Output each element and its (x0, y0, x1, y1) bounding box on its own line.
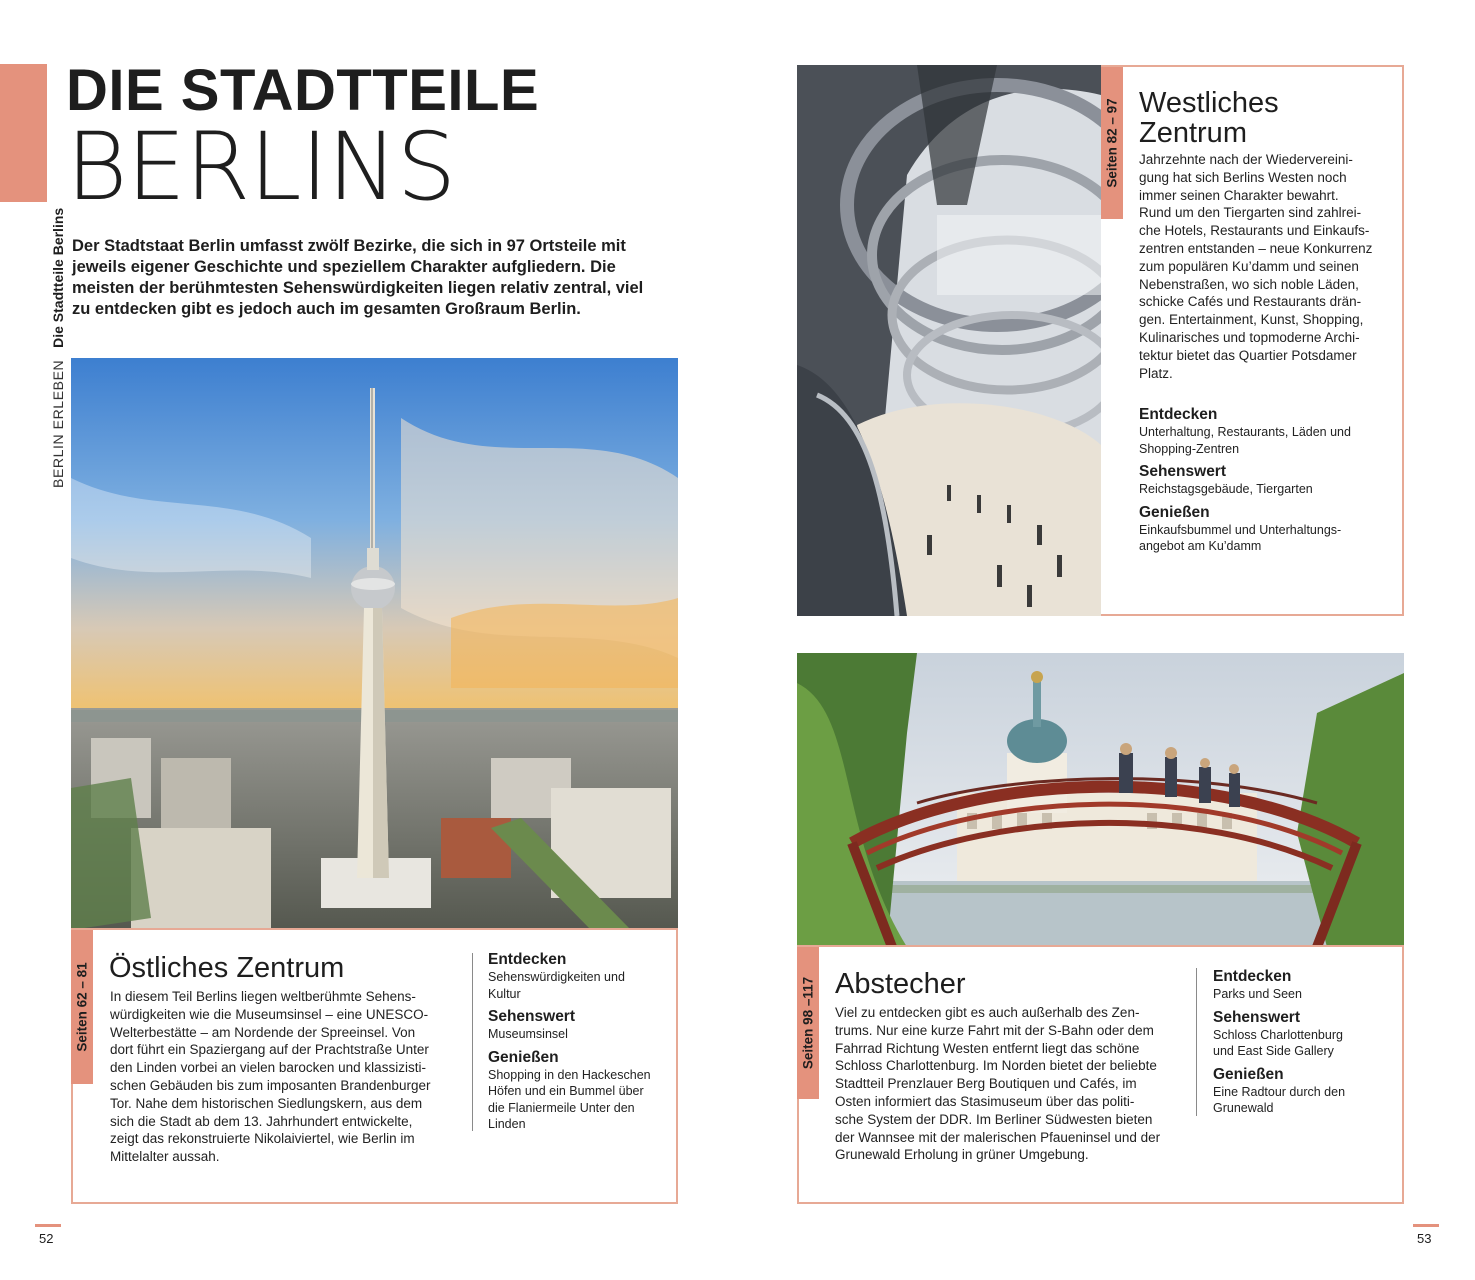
body-line: Osten informiert das Stasimuseum über das politi- (835, 1093, 1135, 1109)
fact-line: Parks und Seen (1213, 987, 1302, 1001)
section-title-ost: Östliches Zentrum (109, 952, 345, 984)
fact-line: und East Side Gallery (1213, 1044, 1334, 1058)
page-title-line1: DIE STADTTEILE (66, 58, 540, 123)
body-line: Rund um den Tiergarten sind zahlrei- (1139, 205, 1362, 221)
body-line: Fahrrad Richtung Westen entfernt liegt das schöne (835, 1040, 1140, 1056)
page-range-tab-west (1101, 67, 1123, 219)
body-line: Viel zu entdecken gibt es auch außerhalb des Zen- (835, 1005, 1140, 1020)
fact-line: Linden (488, 1117, 526, 1131)
body-line: Jahrzehnte nach der Wiedervereini- (1139, 152, 1353, 167)
body-line: schen Gebäuden bis zum imposanten Brandenburger (110, 1077, 431, 1093)
fact-line: Kultur (488, 986, 521, 1001)
fact-line: Reichstagsgebäude, Tiergarten (1139, 482, 1313, 496)
facts-west (1139, 406, 1394, 561)
fact-line: Grunewald (1213, 1101, 1274, 1115)
fact-heading: Sehenswert (1213, 1008, 1301, 1026)
fact-heading: Entdecken (488, 951, 567, 968)
body-line: Schloss Charlottenburg. Im Norden bietet der beliebte (835, 1058, 1157, 1074)
fact-line: Einkaufsbummel und Unterhaltungs- (1139, 522, 1342, 537)
intro-paragraph: Der Stadtstaat Berlin umfasst zwölf Bezirke, die sich in 97 Ortsteile mit jeweils eigener Geschichte und speziellem Charakter aufgliedern. Die meisten der berühmtesten Sehenswürdigkeiten liegen relativ zentral, viel zu entdecken gibt es jedoch auch im gesamten Großraum Berlin. (72, 237, 644, 318)
fact-line: Eine Radtour durch den (1213, 1084, 1346, 1099)
body-line: tektur bietet das Quartier Potsdamer (1139, 347, 1357, 363)
body-line: immer seinen Charakter bewahrt. (1139, 187, 1339, 203)
fact-line: Schloss Charlottenburg (1213, 1027, 1343, 1042)
page-range-abstecher: Seiten 98 –117 (800, 976, 816, 1070)
page-number-right: 53 (1417, 1231, 1432, 1246)
fact-line: Museumsinsel (488, 1027, 568, 1041)
fact-line: Höfen und ein Bummel über (488, 1084, 644, 1098)
fact-text (488, 1026, 668, 1043)
section-title-west (1139, 88, 1279, 148)
running-header-chapter: Die Stadtteile Berlins (50, 207, 66, 348)
section-body-abstecher (835, 1004, 1190, 1164)
section-body-west (1139, 151, 1394, 382)
section-body-ost (110, 988, 465, 1166)
accent-bar (0, 64, 47, 202)
title-line: Zentrum (1139, 117, 1247, 149)
body-line: che Hotels, Restaurants und Einkaufs- (1139, 223, 1370, 239)
fact-heading: Genießen (1139, 503, 1210, 521)
fact-heading: Sehenswert (1139, 463, 1227, 480)
page-range-tab-ost (71, 930, 93, 1084)
body-line: zentren entstanden – neue Konkurrenz (1139, 240, 1373, 256)
tv-tower-photo (71, 358, 678, 930)
fact-line: Shopping-Zentren (1139, 441, 1240, 456)
title-line: Westliches (1139, 87, 1279, 119)
fact-text (1139, 424, 1394, 457)
fact-line: angebot am Ku’damm (1139, 539, 1262, 553)
fact-text (1213, 1084, 1393, 1117)
body-line: Mittelalter aussah. (110, 1149, 220, 1165)
body-line: gung hat sich Berlins Westen noch (1139, 169, 1347, 185)
fact-line: die Flaniermeile Unter den (488, 1100, 635, 1115)
body-line: Grunewald Erholung in grüner Umgebung. (835, 1147, 1089, 1163)
fact-heading: Genießen (488, 1048, 559, 1066)
fact-text (1213, 986, 1393, 1003)
charlottenburg-bridge-photo (797, 653, 1404, 947)
body-line: zum populären Ku’damm und seinen (1139, 258, 1359, 274)
body-line: dort führt ein Spaziergang auf der Prachtstraße Unter (110, 1042, 429, 1058)
facts-ost (488, 951, 668, 1139)
section-title-abstecher: Abstecher (835, 968, 966, 1000)
body-line: gen. Entertainment, Kunst, Shopping, (1139, 312, 1364, 328)
body-line: Platz. (1139, 365, 1173, 381)
body-line: sich die Stadt ab dem 13. Jahrhundert entwickelte, (110, 1113, 413, 1129)
page-number-left: 52 (39, 1231, 54, 1246)
body-line: sche System der DDR. Im Berliner Südwesten bieten (835, 1111, 1153, 1127)
fact-heading: Entdecken (1139, 406, 1218, 423)
fact-line: Shopping in den Hackeschen (488, 1067, 651, 1082)
facts-abstecher (1213, 968, 1393, 1123)
fact-heading: Entdecken (1213, 968, 1292, 985)
page-number-bar-left (35, 1224, 61, 1227)
body-line: Welterbestätte – am Nordende der Spreeinsel. Von (110, 1024, 416, 1040)
fact-line: Sehenswürdigkeiten und (488, 970, 625, 984)
page-title-line2: BERLINS (66, 113, 456, 222)
body-line: schicke Cafés und Restaurants drän- (1139, 294, 1362, 310)
page-number-bar-right (1413, 1224, 1439, 1227)
fact-text (1213, 1027, 1393, 1060)
body-line: zeigt das rekonstruierte Nikolaiviertel, wie Berlin im (110, 1131, 415, 1147)
body-line: würdigkeiten wie die Museumsinsel – eine UNESCO- (110, 1006, 429, 1022)
fact-text (1139, 481, 1394, 498)
body-line: der Wannsee mit der malerischen Pfaueninsel und der (835, 1129, 1161, 1145)
fact-text (488, 969, 668, 1002)
facts-divider-abstecher (1196, 968, 1197, 1116)
running-header-section: BERLIN ERLEBEN (50, 359, 66, 488)
fact-heading: Genießen (1213, 1065, 1284, 1083)
fact-heading: Sehenswert (488, 1008, 576, 1025)
body-line: Nebenstraßen, wo sich noble Läden, (1139, 276, 1359, 292)
body-line: Tor. Nahe dem historischen Siedlungskern, aus dem (110, 1095, 423, 1111)
body-line: Stadtteil Prenzlauer Berg Boutiquen und Cafés, im (835, 1076, 1137, 1092)
page-range-west: Seiten 82 – 97 (1104, 98, 1120, 188)
page-range-tab-abstecher (797, 947, 819, 1099)
page-range-ost: Seiten 62 – 81 (74, 962, 90, 1052)
fact-text (488, 1067, 668, 1133)
fact-line: Unterhaltung, Restaurants, Läden und (1139, 425, 1351, 439)
running-header (50, 208, 66, 488)
fact-text (1139, 522, 1394, 555)
body-line: In diesem Teil Berlins liegen weltberühmte Sehens- (110, 989, 416, 1004)
facts-divider-ost (472, 953, 473, 1131)
reichstag-dome-photo (797, 65, 1101, 616)
body-line: den Linden vorbei an vielen barocken und klassizisti- (110, 1060, 426, 1076)
body-line: trums. Nur eine kurze Fahrt mit der S-Bahn oder dem (835, 1022, 1154, 1038)
body-line: Kulinarisches und topmoderne Archi- (1139, 329, 1360, 345)
